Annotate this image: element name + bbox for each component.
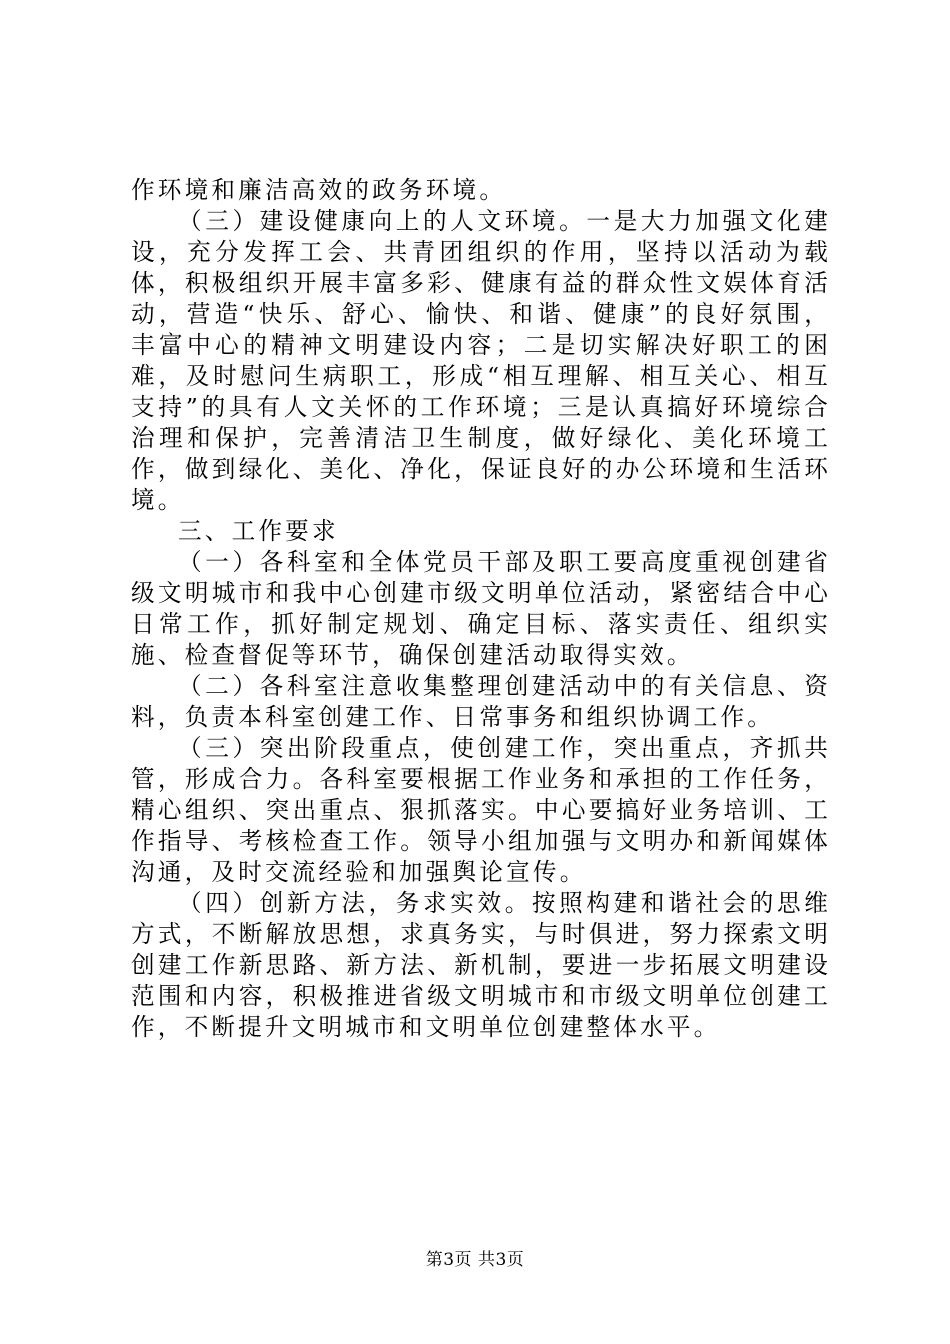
paragraph-requirement-4: （四）创新方法，务求实效。按照构建和谐社会的思维方式，不断解放思想，求真务实，与时俱进，努力探索文明创建工作新思路、新方法、新机制，要进一步拓展文明建设范围和内容，积极推进省级文明城市和市级文明单位创建工作，不断提升文明城市和文明单位创建整体水平。 — [131, 889, 831, 1041]
paragraph-cultural-environment: （三）建设健康向上的人文环境。一是大力加强文化建设，充分发挥工会、共青团组织的作用，坚持以活动为载体，积极组织开展丰富多彩、健康有益的群众性文娱体育活动，营造“快乐、舒心、愉快、和谐、健康”的良好氛围，丰富中心的精神文明建设内容；二是切实解决好职工的困难，及时慰问生病职工，形成“相互理解、相互关心、相互支持”的具有人文关怀的工作环境；三是认真搞好环境综合治理和保护，完善清洁卫生制度，做好绿化、美化环境工作，做到绿化、美化、净化，保证良好的办公环境和生活环境。 — [131, 207, 831, 514]
document-body — [131, 175, 831, 1043]
paragraph-requirement-3: （三）突出阶段重点，使创建工作，突出重点，齐抓共管，形成合力。各科室要根据工作业务和承担的工作任务，精心组织、突出重点、狠抓落实。中心要搞好业务培训、工作指导、考核检查工作。领导小组加强与文明办和新闻媒体沟通，及时交流经验和加强舆论宣传。 — [131, 734, 831, 886]
paragraph-continuation: 作环境和廉洁高效的政务环境。 — [131, 176, 507, 204]
paragraph-requirement-2: （二）各科室注意收集整理创建活动中的有关信息、资料，负责本科室创建工作、日常事务和组织协调工作。 — [131, 672, 831, 731]
section-heading-work-requirements: 三、工作要求 — [178, 517, 339, 545]
paragraph-requirement-1: （一）各科室和全体党员干部及职工要高度重视创建省级文明城市和我中心创建市级文明单位活动，紧密结合中心日常工作，抓好制定规划、确定目标、落实责任、组织实施、检查督促等环节，确保创建活动取得实效。 — [131, 548, 831, 669]
page-number-footer: 第3页 共3页 — [425, 1250, 525, 1270]
